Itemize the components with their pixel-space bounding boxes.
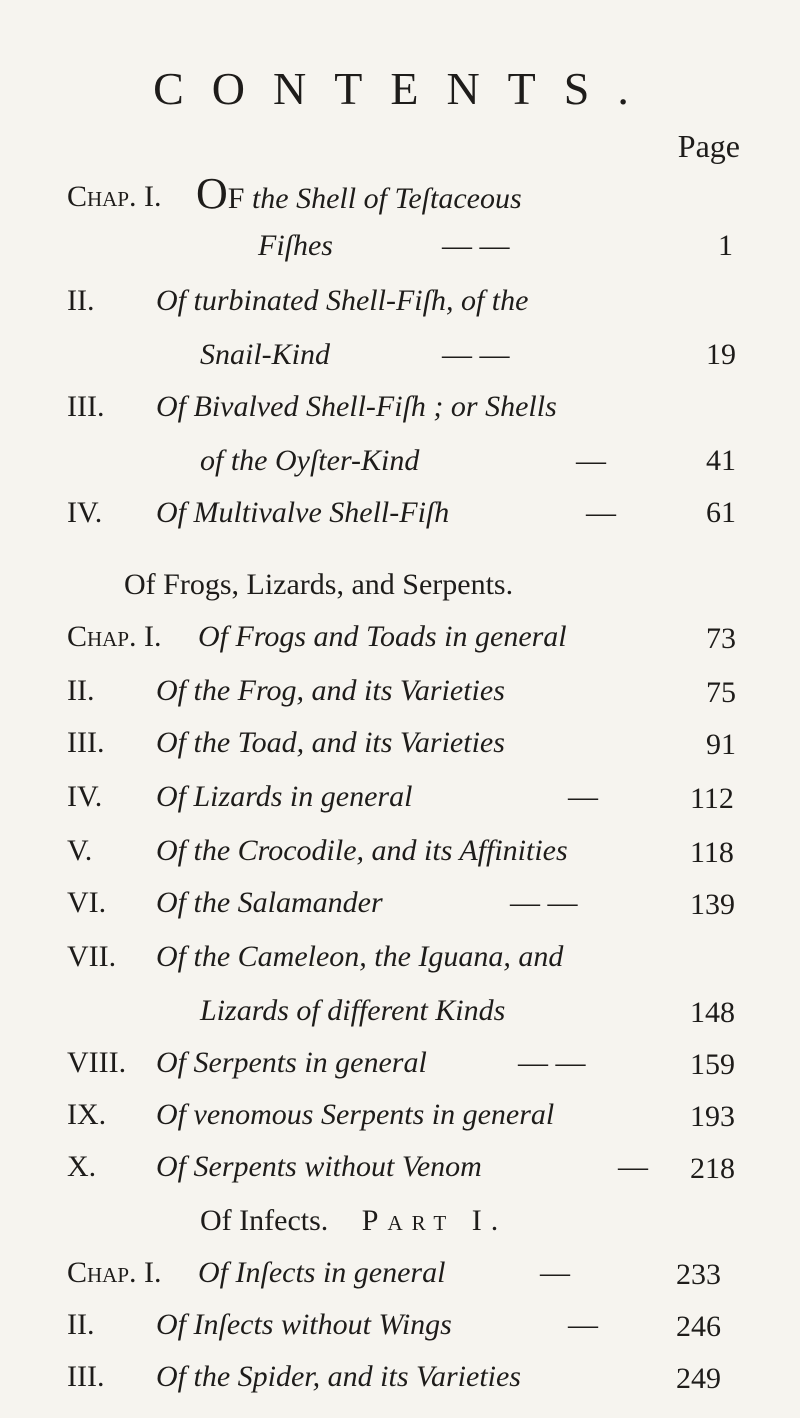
chapter-title: Of Frogs and Toads in general (198, 620, 567, 653)
drop-cap: O (196, 169, 228, 218)
dash-leader: — (576, 444, 606, 477)
page-number: 159 (690, 1048, 735, 1081)
chapter-number: II. (67, 284, 95, 317)
chapter-title: Of the Spider, and its Varieties (156, 1360, 521, 1393)
chapter-title: Of Serpents without Venom (156, 1150, 482, 1183)
page-number: 19 (706, 338, 736, 371)
chapter-title: Of the Frog, and its Varieties (156, 674, 505, 707)
chapter-number: IX. (67, 1098, 107, 1131)
chapter-title-cont: Fiſhes (258, 229, 333, 262)
page-number: 41 (706, 444, 736, 477)
dash-leader: — — (510, 886, 578, 919)
chapter-title: Of the Cameleon, the Iguana, and (156, 940, 564, 973)
page-number: 75 (706, 676, 736, 709)
dash-leader: — — (518, 1046, 586, 1079)
page-column-label: Page (677, 128, 740, 164)
chapter-title: Of venomous Serpents in general (156, 1098, 555, 1131)
chapter-number: III. (67, 390, 105, 423)
chapter-number: V. (67, 834, 93, 867)
page-number: 118 (690, 836, 734, 869)
dash-leader: — (540, 1256, 570, 1289)
dash-leader: — — (442, 338, 510, 371)
page-number: 249 (676, 1362, 721, 1395)
dash-leader: — (568, 1308, 598, 1341)
chapter-title: Of the Salamander (156, 886, 383, 919)
page-number: 112 (690, 782, 734, 815)
page-number: 1 (718, 229, 733, 262)
dash-leader: — (586, 496, 616, 529)
chapter-number: II. (67, 674, 95, 707)
dash-leader: — (568, 780, 598, 813)
chapter-title-cont: of the Oyſter-Kind (200, 444, 420, 477)
chapter-number: X. (67, 1150, 97, 1183)
page-number: 246 (676, 1310, 721, 1343)
chapter-number: VIII. (67, 1046, 127, 1079)
chapter-title: Of turbinated Shell-Fiſh, of the (156, 284, 529, 317)
section-heading: Of Frogs, Lizards, and Serpents. (124, 568, 514, 601)
page-title: CONTENTS. (153, 63, 657, 114)
part-label: Part I. (361, 1204, 508, 1237)
page-number: 139 (690, 888, 735, 921)
chapter-title: Of Lizards in general (156, 780, 413, 813)
page-number: 91 (706, 728, 736, 761)
chapter-title: Of the Crocodile, and its Affinities (156, 834, 568, 867)
chapter-number: Chap. I. (67, 180, 162, 213)
chapter-title: Of Multivalve Shell-Fiſh (156, 496, 450, 529)
chapter-title: OF the Shell of Teſtaceous (196, 169, 522, 218)
chapter-number: III. (67, 726, 105, 759)
chapter-number: VI. (67, 886, 107, 919)
chapter-title: Of Serpents in general (156, 1046, 427, 1079)
chapter-title: Of Inſects without Wings (156, 1308, 452, 1341)
page-number: 73 (706, 622, 736, 655)
chapter-number: IV. (67, 496, 103, 529)
chapter-number: II. (67, 1308, 95, 1341)
chapter-title-cont: Snail-Kind (200, 338, 331, 371)
section-heading: Of Infects. Part I. (200, 1204, 508, 1237)
page-number: 193 (690, 1100, 735, 1133)
chapter-title: Of the Toad, and its Varieties (156, 726, 505, 759)
page-number: 61 (706, 496, 736, 529)
chapter-number: IV. (67, 780, 103, 813)
page-number: 218 (690, 1152, 735, 1185)
chapter-title: Of Bivalved Shell-Fiſh ; or Shells (156, 390, 557, 423)
dash-leader: — — (442, 229, 510, 262)
chapter-number: VII. (67, 940, 117, 973)
dash-leader: — (618, 1150, 648, 1183)
chapter-number: III. (67, 1360, 105, 1393)
chapter-number: Chap. I. (67, 1256, 162, 1289)
chapter-title: Of Inſects in general (198, 1256, 446, 1289)
page-number: 148 (690, 996, 735, 1029)
chapter-number: Chap. I. (67, 620, 162, 653)
chapter-title-cont: Lizards of different Kinds (200, 994, 506, 1027)
page-number: 233 (676, 1258, 721, 1291)
